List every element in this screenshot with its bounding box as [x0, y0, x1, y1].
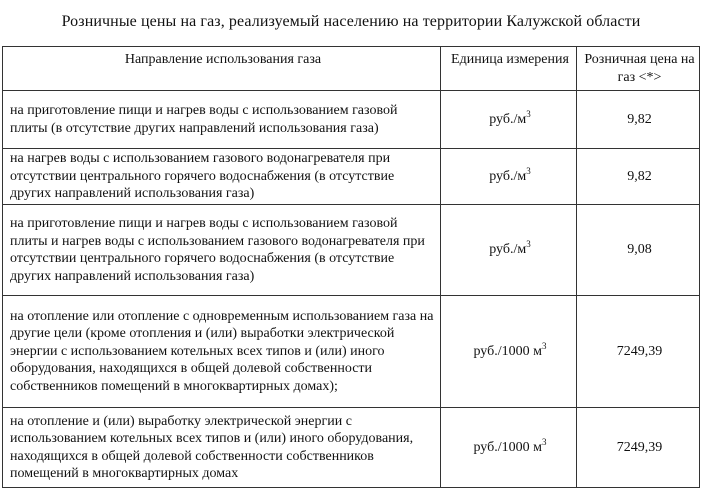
row-unit: [441, 91, 577, 149]
header-direction: Направление использования газа: [3, 47, 441, 91]
row-price: 7249,39: [577, 408, 700, 488]
unit-power: 3: [526, 108, 531, 119]
table-row: [3, 149, 700, 205]
table-row: [3, 296, 700, 408]
unit-power: 3: [542, 436, 547, 447]
row-direction: на приготовление пищи и нагрев воды с использованием газовой плиты и нагрев воды с использованием газового водонагревателя при отсутствии центрального горячего водоснабжения (в отсутствие других направлений использования газа): [3, 205, 441, 296]
row-direction: на отопление и (или) выработку электрической энергии с использованием котельных всех типов и (или) иного оборудования, находящихся в общей долевой собственности собственников помещений в многоквартирных домах: [3, 408, 441, 488]
row-direction: на отопление или отопление с одновременным использованием газа на другие цели (кроме отопления и (или) выработки электрической энергии с использованием котельных всех типов и (или) иного оборудования, находящихся в общей долевой собственности собственников помещений в многоквартирных домах);: [3, 296, 441, 408]
document-title: Розничные цены на газ, реализуемый населению на территории Калужской области: [61, 13, 641, 30]
header-price: Розничная цена на газ <*>: [577, 47, 700, 91]
gas-prices-table: [2, 46, 700, 488]
table-row: [3, 408, 700, 488]
unit-text: руб./м: [489, 111, 527, 127]
table-row: [3, 91, 700, 149]
unit-power: 3: [542, 340, 547, 351]
unit-text: руб./1000 м: [473, 343, 542, 359]
row-price: 9,82: [577, 91, 700, 149]
row-unit: [441, 408, 577, 488]
table-header-row: [3, 47, 700, 91]
row-price: 9,82: [577, 149, 700, 205]
unit-text: руб./м: [489, 242, 527, 258]
header-unit: Единица измерения: [441, 47, 577, 91]
row-unit: [441, 205, 577, 296]
unit-text: руб./1000 м: [473, 439, 542, 455]
row-price: 7249,39: [577, 296, 700, 408]
unit-text: руб./м: [489, 168, 527, 184]
table-row: [3, 205, 700, 296]
row-price: 9,08: [577, 205, 700, 296]
unit-power: 3: [526, 239, 531, 250]
unit-power: 3: [526, 165, 531, 176]
row-unit: [441, 296, 577, 408]
row-direction: на нагрев воды с использованием газового водонагревателя при отсутствии центрального горячего водоснабжения (в отсутствие других направлений использования газа): [3, 149, 441, 205]
row-direction: на приготовление пищи и нагрев воды с использованием газовой плиты (в отсутствие других направлений использования газа): [3, 91, 441, 149]
row-unit: [441, 149, 577, 205]
